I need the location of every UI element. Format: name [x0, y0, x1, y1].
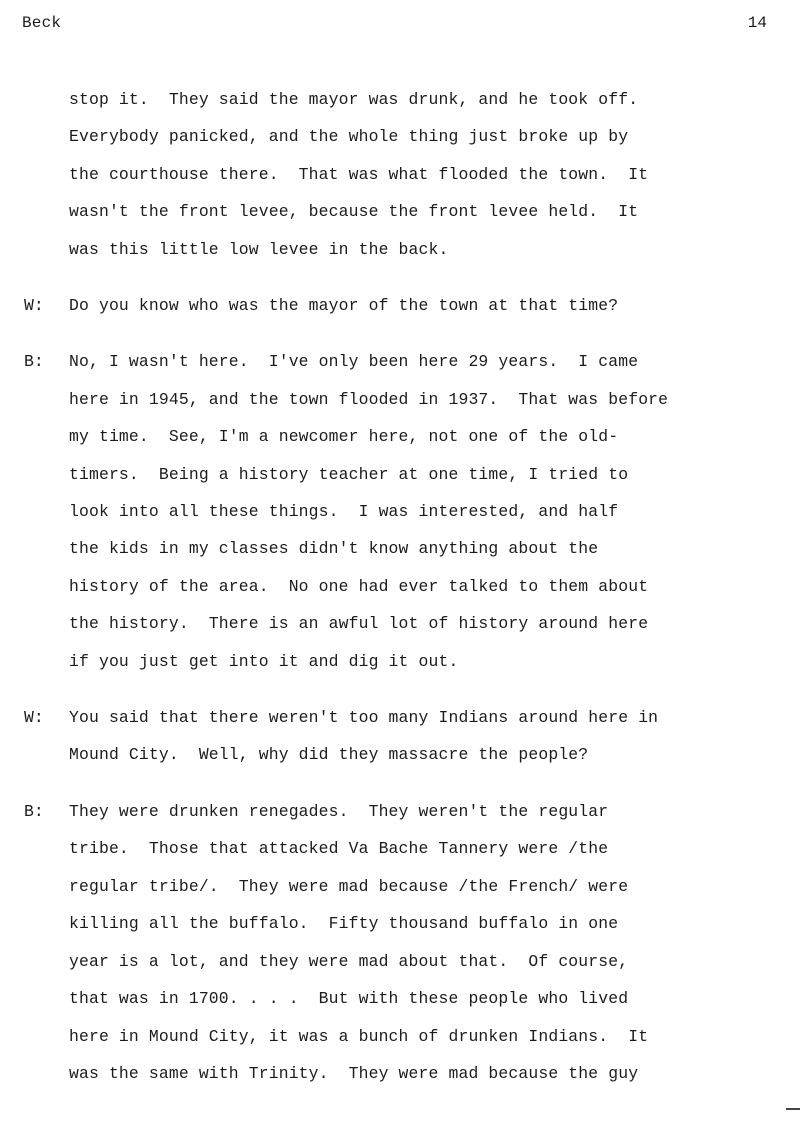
transcript-line: history of the area. No one had ever talked to them about — [69, 577, 649, 596]
transcript-line: if you just get into it and dig it out. — [69, 652, 459, 671]
transcript-line: wasn't the front levee, because the front levee held. It — [69, 202, 639, 221]
transcript-line: regular tribe/. They were mad because /the French/ were — [69, 877, 629, 896]
transcript-line: here in Mound City, it was a bunch of drunken Indians. It — [69, 1027, 649, 1046]
speaker-label: B: — [24, 352, 44, 371]
transcript-line: my time. See, I'm a newcomer here, not one of the old- — [69, 427, 619, 446]
transcript-line: They were drunken renegades. They weren't the regular — [69, 802, 609, 821]
transcript-line: the courthouse there. That was what flooded the town. It — [69, 165, 649, 184]
speaker-label: W: — [24, 296, 44, 315]
transcript-line: the kids in my classes didn't know anything about the — [69, 539, 599, 558]
transcript-line: year is a lot, and they were mad about that. Of course, — [69, 952, 629, 971]
transcript-line: that was in 1700. . . . But with these people who lived — [69, 989, 629, 1008]
transcript-line: the history. There is an awful lot of history around here — [69, 614, 649, 633]
transcript-line: look into all these things. I was interested, and half — [69, 502, 619, 521]
scan-edge-mark — [786, 1108, 800, 1110]
speaker-label: B: — [24, 802, 44, 821]
speaker-label: W: — [24, 708, 44, 727]
transcript-line: was the same with Trinity. They were mad because the guy — [69, 1064, 639, 1083]
transcript-line: here in 1945, and the town flooded in 1937. That was before — [69, 390, 669, 409]
transcript-line: Mound City. Well, why did they massacre the people? — [69, 745, 589, 764]
transcript-line: Do you know who was the mayor of the town at that time? — [69, 296, 619, 315]
transcript-line: You said that there weren't too many Indians around here in — [69, 708, 659, 727]
transcript-line: tribe. Those that attacked Va Bache Tannery were /the — [69, 839, 609, 858]
interviewee-name-header: Beck — [22, 14, 62, 32]
transcript-line: Everybody panicked, and the whole thing just broke up by — [69, 127, 629, 146]
transcript-line: timers. Being a history teacher at one time, I tried to — [69, 465, 629, 484]
transcript-line: killing all the buffalo. Fifty thousand buffalo in one — [69, 914, 619, 933]
transcript-line: No, I wasn't here. I've only been here 29 years. I came — [69, 352, 639, 371]
transcript-line: stop it. They said the mayor was drunk, and he took off. — [69, 90, 639, 109]
page-number: 14 — [747, 14, 767, 32]
transcript-line: was this little low levee in the back. — [69, 240, 449, 259]
